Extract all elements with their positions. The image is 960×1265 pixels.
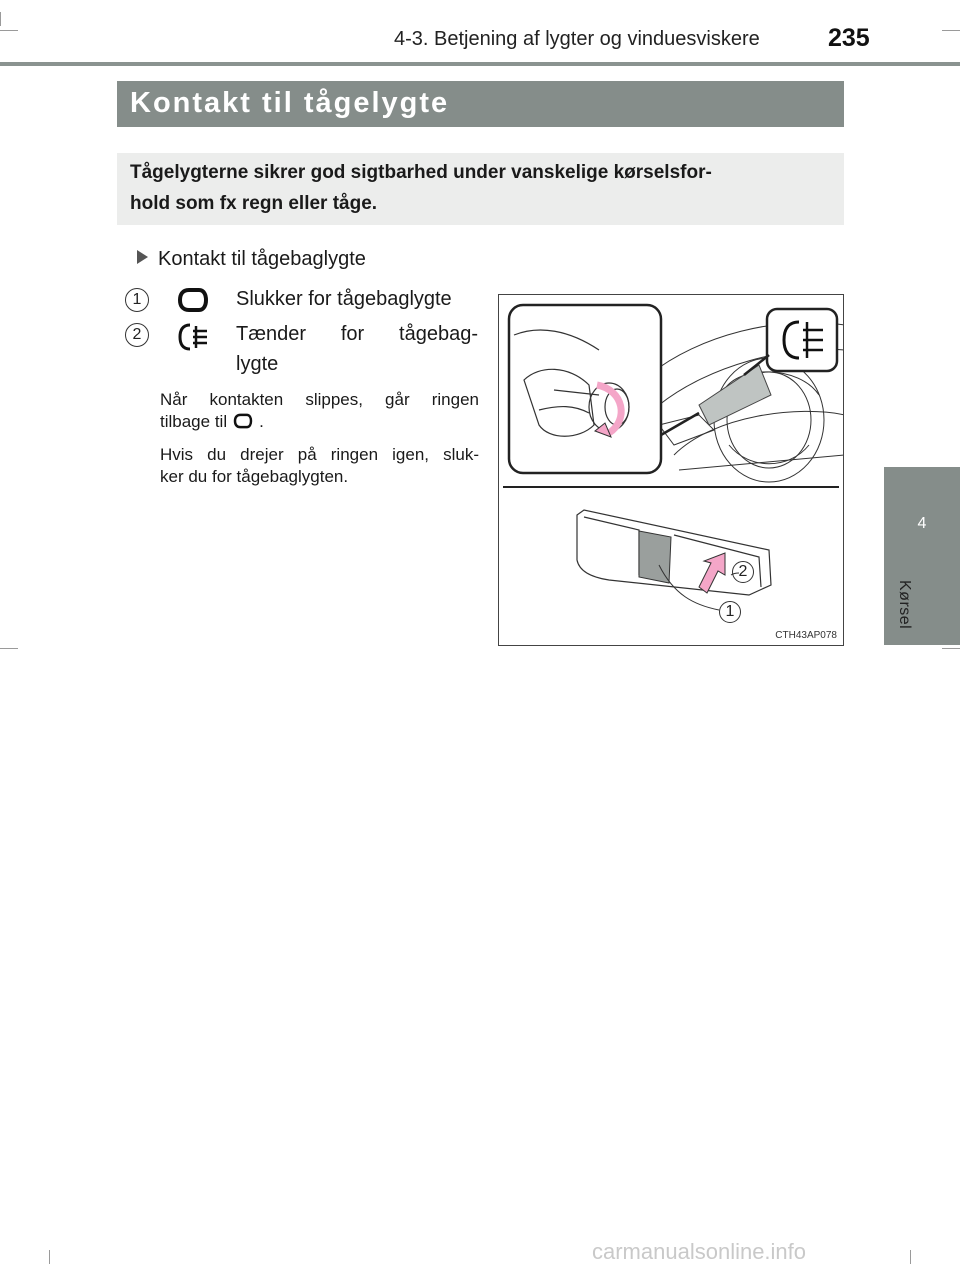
crop-mark	[942, 30, 960, 31]
illustration-fog-light-switch	[498, 294, 844, 646]
footer-watermark[interactable]: carmanualsonline.info	[592, 1239, 807, 1264]
section-title-bar	[117, 81, 844, 127]
header-rule	[0, 62, 960, 66]
note-1-line-1: Når kontakten slippes, går ringen	[160, 390, 479, 409]
section-title: Kontakt til tågelygte	[130, 87, 450, 119]
crop-mark	[942, 648, 960, 649]
intro-box	[117, 153, 844, 225]
note-2-line-1: Hvis du drejer på ringen igen, sluk-	[160, 445, 479, 464]
note-2-line-2: ker du for tågebaglygten.	[160, 467, 349, 486]
crop-mark	[910, 1250, 911, 1264]
triangle-bullet-icon	[137, 250, 148, 264]
figure-code: CTH43AP078	[775, 630, 837, 641]
crop-mark	[0, 12, 1, 26]
crop-mark	[0, 30, 18, 31]
page-number: 235	[828, 24, 870, 52]
figure-callout-2: 2	[732, 561, 754, 583]
chapter-number: 4	[917, 515, 927, 532]
subheading	[137, 248, 366, 271]
rear-fog-on-icon	[176, 322, 210, 352]
note-2	[160, 444, 479, 488]
item-2-text-line-1: Tænder for tågebag-	[236, 323, 478, 345]
item-2-text-line-2: lygte	[236, 353, 279, 375]
chapter-label: Kørsel	[896, 580, 913, 630]
item-number-1: 1	[125, 288, 149, 312]
item-number-2: 2	[125, 323, 149, 347]
running-header: 4-3. Betjening af lygter og vinduesviskere	[394, 28, 760, 50]
intro-line-1: Tågelygterne sikrer god sigtbarhed under vanskelige kørselsfor-	[130, 162, 712, 183]
crop-mark	[0, 648, 18, 649]
crop-mark	[49, 1250, 50, 1264]
illustration-drawing	[499, 295, 844, 646]
note-1	[160, 389, 479, 433]
intro-line-2: hold som fx regn eller tåge.	[130, 193, 378, 214]
figure-callout-1: 1	[719, 601, 741, 623]
subheading-text: Kontakt til tågebaglygte	[158, 248, 366, 270]
rear-fog-off-icon	[177, 287, 209, 313]
note-1-line-2-start: tilbage til	[160, 412, 228, 431]
item-1-text: Slukker for tågebaglygte	[236, 288, 452, 310]
note-1-line-2-end: .	[259, 412, 264, 431]
rear-fog-off-icon	[233, 413, 253, 429]
